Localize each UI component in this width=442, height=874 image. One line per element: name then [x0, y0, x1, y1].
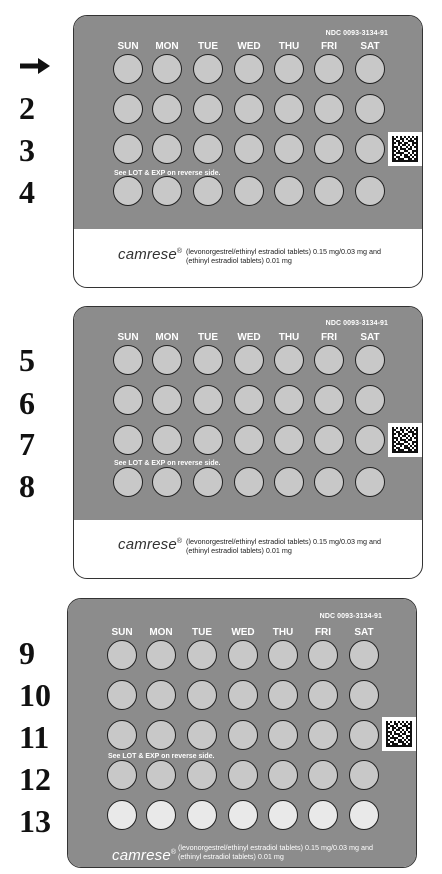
week-label-13: 13: [19, 803, 51, 839]
inert-pill[interactable]: [308, 800, 338, 830]
ndc-suffix: -91: [377, 30, 388, 37]
active-pill[interactable]: [152, 345, 182, 375]
active-pill[interactable]: [355, 54, 385, 84]
week-label-7: 7: [19, 426, 35, 462]
active-pill[interactable]: [152, 425, 182, 455]
active-pill[interactable]: [314, 54, 344, 84]
active-pill[interactable]: [146, 680, 176, 710]
day-label-tue: TUE: [198, 332, 218, 343]
brand-text: camrese: [118, 536, 177, 553]
day-label-wed: WED: [237, 41, 261, 52]
ndc-prefix: NDC 0093-: [319, 613, 356, 620]
active-pill[interactable]: [314, 345, 344, 375]
ndc-suffix: -91: [377, 320, 388, 327]
ndc-code: [326, 320, 388, 327]
active-pill[interactable]: [193, 176, 223, 206]
ndc-product: 3134: [355, 613, 372, 620]
week-label-12: 12: [19, 761, 51, 797]
active-pill[interactable]: [228, 680, 258, 710]
active-pill[interactable]: [349, 760, 379, 790]
blister-card-2: [73, 306, 423, 579]
active-pill[interactable]: [349, 680, 379, 710]
active-pill[interactable]: [107, 640, 137, 670]
card-print-area: [68, 599, 416, 867]
active-pill[interactable]: [152, 467, 182, 497]
inert-pill[interactable]: [187, 800, 217, 830]
active-pill[interactable]: [152, 134, 182, 164]
week-label-6: 6: [19, 385, 35, 421]
day-label-sun: SUN: [117, 332, 139, 343]
day-label-thu: THU: [272, 627, 294, 638]
description-line-2: (ethinyl estradiol tablets) 0.01 mg: [186, 546, 292, 555]
active-pill[interactable]: [355, 425, 385, 455]
active-pill[interactable]: [234, 385, 264, 415]
day-label-sun: SUN: [111, 627, 133, 638]
day-label-wed: WED: [231, 627, 255, 638]
active-pill[interactable]: [349, 640, 379, 670]
brand-text: camrese: [112, 847, 171, 864]
day-label-tue: TUE: [198, 41, 218, 52]
active-pill[interactable]: [152, 94, 182, 124]
active-pill[interactable]: [308, 720, 338, 750]
active-pill[interactable]: [228, 720, 258, 750]
active-pill[interactable]: [234, 54, 264, 84]
ndc-prefix: NDC 0093-: [325, 30, 362, 37]
product-description: [186, 247, 406, 265]
ndc-product: 3134: [361, 320, 378, 327]
week-label-10: 10: [19, 677, 51, 713]
active-pill[interactable]: [107, 720, 137, 750]
week-label-4: 4: [19, 174, 35, 210]
day-label-fri: FRI: [320, 41, 338, 52]
active-pill[interactable]: [355, 467, 385, 497]
active-pill[interactable]: [355, 385, 385, 415]
day-label-mon: MON: [149, 627, 173, 638]
active-pill[interactable]: [113, 54, 143, 84]
active-pill[interactable]: [152, 54, 182, 84]
active-pill[interactable]: [314, 176, 344, 206]
description-line-2: (ethinyl estradiol tablets) 0.01 mg: [186, 256, 292, 265]
active-pill[interactable]: [274, 345, 304, 375]
active-pill[interactable]: [234, 176, 264, 206]
active-pill[interactable]: [355, 134, 385, 164]
active-pill[interactable]: [228, 640, 258, 670]
day-label-sat: SAT: [360, 332, 380, 343]
data-matrix-barcode-icon: [388, 132, 422, 166]
active-pill[interactable]: [274, 425, 304, 455]
day-label-sat: SAT: [360, 41, 380, 52]
brand-name: [112, 847, 176, 864]
active-pill[interactable]: [113, 467, 143, 497]
lot-exp-note: See LOT & EXP on reverse side.: [114, 460, 221, 467]
active-pill[interactable]: [187, 680, 217, 710]
active-pill[interactable]: [146, 640, 176, 670]
active-pill[interactable]: [193, 54, 223, 84]
active-pill[interactable]: [193, 134, 223, 164]
active-pill[interactable]: [146, 720, 176, 750]
product-description: [186, 537, 406, 555]
active-pill[interactable]: [274, 54, 304, 84]
lot-exp-note: See LOT & EXP on reverse side.: [108, 753, 215, 760]
active-pill[interactable]: [274, 134, 304, 164]
data-matrix-barcode-icon: [382, 717, 416, 751]
active-pill[interactable]: [355, 345, 385, 375]
day-label-thu: THU: [278, 41, 300, 52]
description-line-2: (ethinyl estradiol tablets) 0.01 mg: [178, 852, 284, 861]
active-pill[interactable]: [146, 760, 176, 790]
active-pill[interactable]: [234, 467, 264, 497]
day-label-tue: TUE: [192, 627, 212, 638]
lot-exp-note: See LOT & EXP on reverse side.: [114, 170, 221, 177]
active-pill[interactable]: [152, 176, 182, 206]
active-pill[interactable]: [187, 640, 217, 670]
active-pill[interactable]: [308, 640, 338, 670]
active-pill[interactable]: [308, 680, 338, 710]
active-pill[interactable]: [234, 94, 264, 124]
inert-pill[interactable]: [146, 800, 176, 830]
week-label-8: 8: [19, 468, 35, 504]
day-label-wed: WED: [237, 332, 261, 343]
active-pill[interactable]: [314, 425, 344, 455]
active-pill[interactable]: [268, 720, 298, 750]
day-label-fri: FRI: [314, 627, 332, 638]
inert-pill[interactable]: [107, 800, 137, 830]
active-pill[interactable]: [268, 640, 298, 670]
week-label-3: 3: [19, 132, 35, 168]
blister-card-1: [73, 15, 423, 288]
active-pill[interactable]: [107, 680, 137, 710]
active-pill[interactable]: [314, 467, 344, 497]
active-pill[interactable]: [314, 94, 344, 124]
ndc-prefix: NDC 0093-: [325, 320, 362, 327]
active-pill[interactable]: [234, 425, 264, 455]
active-pill[interactable]: [274, 94, 304, 124]
active-pill[interactable]: [193, 425, 223, 455]
ndc-code: [320, 613, 382, 620]
active-pill[interactable]: [113, 385, 143, 415]
day-label-mon: MON: [155, 41, 179, 52]
registered-mark: ®: [176, 538, 183, 545]
ndc-suffix: -91: [371, 613, 382, 620]
active-pill[interactable]: [193, 345, 223, 375]
active-pill[interactable]: [113, 176, 143, 206]
ndc-product: 3134: [361, 30, 378, 37]
inert-pill[interactable]: [228, 800, 258, 830]
description-line-1: (levonorgestrel/ethinyl estradiol tablets) 0.15 mg/0.03 mg and: [178, 843, 373, 852]
blister-card-3: [67, 598, 417, 868]
active-pill[interactable]: [349, 720, 379, 750]
inert-pill[interactable]: [349, 800, 379, 830]
active-pill[interactable]: [234, 345, 264, 375]
day-label-fri: FRI: [320, 332, 338, 343]
week-label-11: 11: [19, 719, 50, 755]
active-pill[interactable]: [355, 176, 385, 206]
active-pill[interactable]: [113, 94, 143, 124]
description-line-1: (levonorgestrel/ethinyl estradiol tablets) 0.15 mg/0.03 mg and: [186, 537, 381, 546]
week-label-5: 5: [19, 342, 35, 378]
active-pill[interactable]: [113, 425, 143, 455]
right-arrow-icon: [20, 58, 50, 74]
active-pill[interactable]: [113, 345, 143, 375]
active-pill[interactable]: [193, 385, 223, 415]
product-description: [178, 843, 398, 861]
active-pill[interactable]: [234, 134, 264, 164]
active-pill[interactable]: [113, 134, 143, 164]
active-pill[interactable]: [193, 467, 223, 497]
day-label-sun: SUN: [117, 41, 139, 52]
active-pill[interactable]: [187, 720, 217, 750]
active-pill[interactable]: [314, 134, 344, 164]
data-matrix-barcode-icon: [388, 423, 422, 457]
active-pill[interactable]: [314, 385, 344, 415]
active-pill[interactable]: [274, 176, 304, 206]
week-label-9: 9: [19, 635, 35, 671]
registered-mark: ®: [170, 849, 177, 856]
day-label-thu: THU: [278, 332, 300, 343]
brand-text: camrese: [118, 246, 177, 263]
active-pill[interactable]: [152, 385, 182, 415]
active-pill[interactable]: [107, 760, 137, 790]
day-label-mon: MON: [155, 332, 179, 343]
active-pill[interactable]: [274, 467, 304, 497]
active-pill[interactable]: [193, 94, 223, 124]
inert-pill[interactable]: [268, 800, 298, 830]
day-label-sat: SAT: [354, 627, 374, 638]
active-pill[interactable]: [228, 760, 258, 790]
active-pill[interactable]: [268, 680, 298, 710]
active-pill[interactable]: [274, 385, 304, 415]
active-pill[interactable]: [187, 760, 217, 790]
card-print-area: [74, 307, 422, 520]
brand-name: [118, 246, 182, 263]
card-print-area: [74, 16, 422, 229]
brand-name: [118, 536, 182, 553]
ndc-code: [326, 30, 388, 37]
description-line-1: (levonorgestrel/ethinyl estradiol tablets) 0.15 mg/0.03 mg and: [186, 247, 381, 256]
week-label-2: 2: [19, 90, 35, 126]
registered-mark: ®: [176, 248, 183, 255]
active-pill[interactable]: [355, 94, 385, 124]
active-pill[interactable]: [308, 760, 338, 790]
active-pill[interactable]: [268, 760, 298, 790]
